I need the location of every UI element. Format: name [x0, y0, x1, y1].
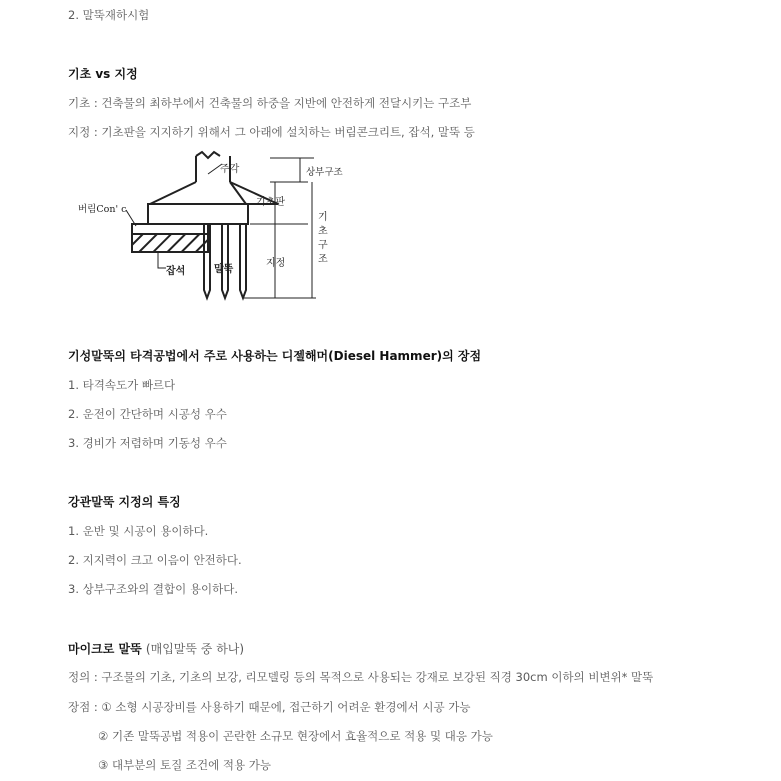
advantage-item: ③ 대부분의 토질 조건에 적용 가능 — [98, 758, 272, 772]
list-item: 3. 상부구조와의 결합이 용이하다. — [68, 582, 239, 596]
label-gravel: 잡석 — [166, 266, 186, 277]
definition-line: 지정 : 기초판을 지지하기 위해서 그 아래에 설치하는 버림콘크리트, 잡석, 말뚝 등 — [68, 125, 475, 139]
pile-shapes — [204, 224, 246, 298]
foundation-diagram — [70, 150, 360, 310]
label-lean-concrete: 버림Con' c — [78, 204, 127, 215]
gravel-leader — [158, 252, 166, 268]
definition-line: 기초 : 건축물의 최하부에서 건축물의 하중을 지반에 안전하게 전달시키는 구조부 — [68, 96, 472, 110]
section-heading: 기성말뚝의 타격공법에서 주로 사용하는 디젤해머(Diesel Hammer)의 장점 — [68, 349, 482, 363]
dimension-lines — [242, 158, 316, 298]
section-heading: 기초 vs 지정 — [68, 67, 138, 81]
label-footing: 기초판 — [256, 197, 285, 208]
lean-concrete-shape — [132, 224, 208, 234]
label-foundation-char: 조 — [318, 254, 328, 265]
label-foundation-char: 기 — [318, 212, 328, 223]
label-foundation-char: 초 — [318, 226, 328, 237]
label-superstructure: 상부구조 — [306, 167, 343, 178]
advantage-item: 장점 : ① 소형 시공장비를 사용하기 때문에, 접근하기 어려운 환경에서 시공 가능 — [68, 700, 471, 714]
definition-line: 정의 : 구조물의 기초, 기초의 보강, 리모델링 등의 목적으로 사용되는 강재로 보강된 직경 30cm 이하의 비변위* 말뚝 — [68, 670, 654, 684]
list-item: 2. 운전이 간단하며 시공성 우수 — [68, 407, 227, 421]
label-pile: 말뚝 — [214, 264, 234, 275]
list-item: 2. 지지력이 크고 이음이 안전하다. — [68, 553, 242, 567]
section-heading: 강관말뚝 지정의 특징 — [68, 495, 181, 509]
list-item: 3. 경비가 저렴하며 기동성 우수 — [68, 436, 227, 450]
list-item: 2. 말뚝재하시험 — [68, 8, 150, 22]
section-title-note: (매입말뚝 중 하나) — [145, 642, 245, 656]
label-piling: 지정 — [266, 258, 286, 269]
section-title: 마이크로 말뚝 — [68, 642, 142, 656]
advantage-item: ② 기존 말뚝공법 적용이 곤란한 소규모 현장에서 효율적으로 적용 및 대응 가능 — [98, 729, 493, 743]
section-heading — [68, 640, 244, 657]
list-item: 1. 운반 및 시공이 용이하다. — [68, 524, 209, 538]
footing-shape — [148, 204, 248, 224]
label-foundation-char: 구 — [318, 240, 328, 251]
gravel-shape — [132, 234, 208, 252]
label-column: 주각 — [220, 164, 240, 175]
list-item: 1. 타격속도가 빠르다 — [68, 378, 176, 392]
